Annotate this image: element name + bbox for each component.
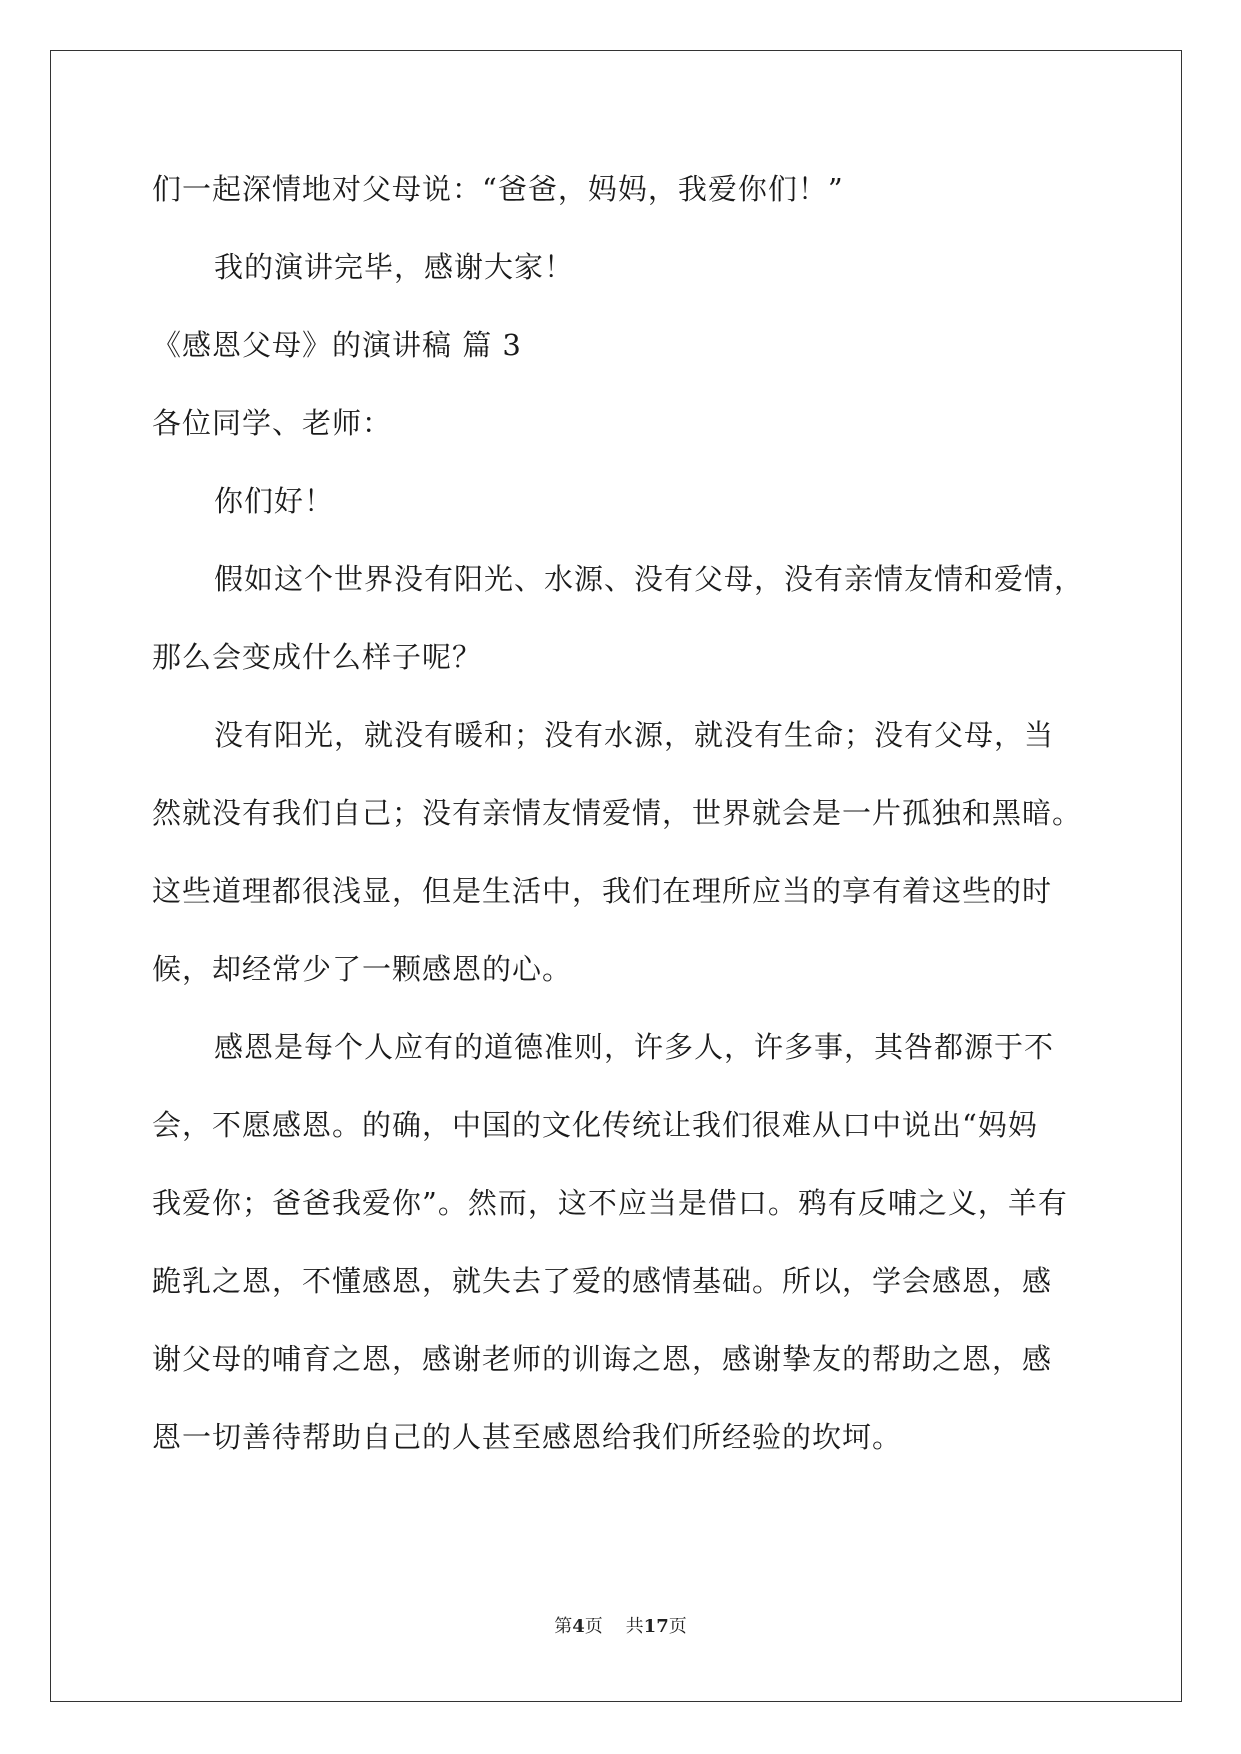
page-suffix: 页 bbox=[584, 1616, 603, 1637]
text-line: 各位同学、老师： bbox=[152, 406, 393, 440]
text-line: 我爱你；爸爸我爱你”。然而，这不应当是借口。鸦有反哺之义，羊有 bbox=[152, 1186, 1068, 1220]
text-line: 们一起深情地对父母说：“爸爸，妈妈，我爱你们！” bbox=[152, 172, 844, 206]
text-line: 我的演讲完毕，感谢大家！ bbox=[214, 250, 575, 284]
total-prefix: 共 bbox=[625, 1616, 644, 1637]
text-line: 你们好！ bbox=[214, 484, 335, 518]
total-suffix: 页 bbox=[668, 1616, 687, 1637]
text-line: 没有阳光，就没有暖和；没有水源，就没有生命；没有父母，当 bbox=[214, 718, 1055, 752]
text-line: 感恩是每个人应有的道德准则，许多人，许多事，其咎都源于不 bbox=[214, 1030, 1055, 1064]
text-line: 那么会变成什么样子呢？ bbox=[152, 640, 483, 674]
page-prefix: 第 bbox=[554, 1616, 573, 1637]
section-heading: 《感恩父母》的演讲稿 篇 3 bbox=[152, 328, 522, 362]
document-body bbox=[152, 150, 1092, 1476]
text-line: 然就没有我们自己；没有亲情友情爱情，世界就会是一片孤独和黑暗。 bbox=[152, 796, 1083, 830]
text-line: 候，却经常少了一颗感恩的心。 bbox=[152, 952, 573, 986]
text-line: 假如这个世界没有阳光、水源、没有父母，没有亲情友情和爱情， bbox=[214, 562, 1085, 596]
text-line: 跪乳之恩，不懂感恩，就失去了爱的感情基础。所以，学会感恩，感 bbox=[152, 1264, 1053, 1298]
text-line: 会，不愿感恩。的确，中国的文化传统让我们很难从口中说出“妈妈 bbox=[152, 1108, 1038, 1142]
page-total: 17 bbox=[643, 1616, 669, 1637]
text-line: 恩一切善待帮助自己的人甚至感恩给我们所经验的坎坷。 bbox=[152, 1420, 903, 1454]
text-line: 谢父母的哺育之恩，感谢老师的训诲之恩，感谢挚友的帮助之恩，感 bbox=[152, 1342, 1053, 1376]
page-footer bbox=[0, 1612, 1241, 1638]
text-line: 这些道理都很浅显，但是生活中，我们在理所应当的享有着这些的时 bbox=[152, 874, 1053, 908]
page-current: 4 bbox=[572, 1616, 585, 1637]
